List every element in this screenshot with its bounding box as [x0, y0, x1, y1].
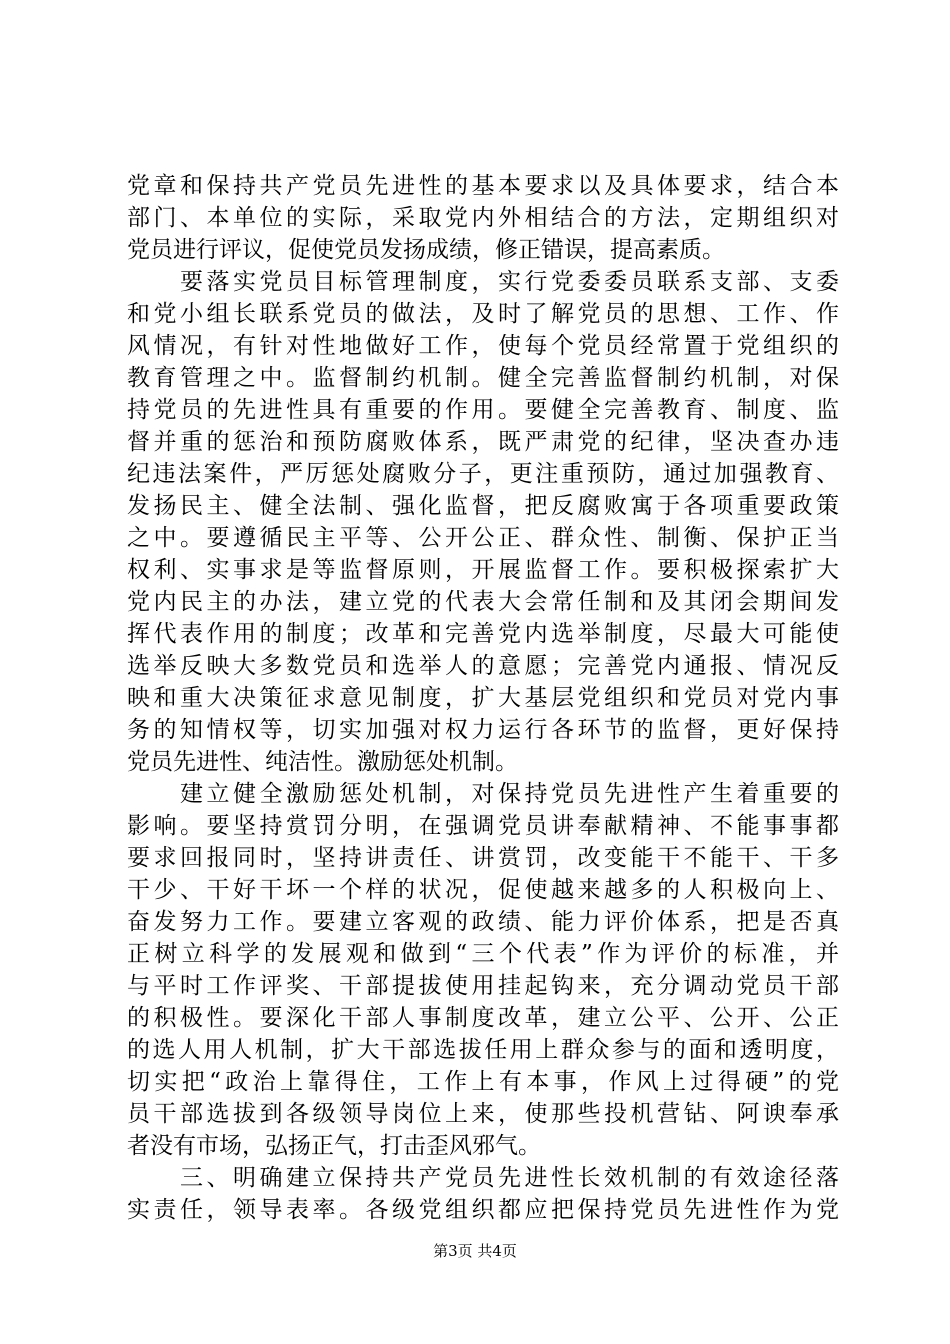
text-line: 风情况，有针对性地做好工作，使每个党员经常置于党组织的	[127, 333, 839, 359]
text-line: 和党小组长联系党员的做法，及时了解党员的思想、工作、作	[127, 301, 839, 327]
text-line: 挥代表作用的制度；改革和完善党内选举制度，尽最大可能使	[127, 621, 839, 647]
text-line: 奋发努力工作。要建立客观的政绩、能力评价体系，把是否真	[127, 909, 839, 935]
text-line: 之中。要遵循民主平等、公开公正、群众性、制衡、保护正当	[127, 525, 839, 551]
text-line: 督并重的惩治和预防腐败体系，既严肃党的纪律，坚决查办违	[127, 429, 839, 455]
text-line: 务的知情权等，切实加强对权力运行各环节的监督，更好保持	[127, 717, 839, 743]
text-line: 切实把“政治上靠得住，工作上有本事，作风上过得硬”的党	[127, 1069, 839, 1095]
document-body	[127, 170, 839, 1226]
text-line: 干少、干好干坏一个样的状况，促使越来越多的人积极向上、	[127, 877, 839, 903]
text-line: 三、明确建立保持共产党员先进性长效机制的有效途径落	[127, 1165, 839, 1191]
text-line: 党内民主的办法，建立党的代表大会常任制和及其闭会期间发	[127, 589, 839, 615]
text-line: 部门、本单位的实际，采取党内外相结合的方法，定期组织对	[127, 205, 839, 231]
text-line: 的选人用人机制，扩大干部选拔任用上群众参与的面和透明度，	[127, 1037, 839, 1063]
text-line: 发扬民主、健全法制、强化监督，把反腐败寓于各项重要政策	[127, 493, 839, 519]
text-line: 建立健全激励惩处机制，对保持党员先进性产生着重要的	[127, 781, 839, 807]
text-line: 纪违法案件，严厉惩处腐败分子，更注重预防，通过加强教育、	[127, 461, 839, 487]
text-line: 党员先进性、纯洁性。激励惩处机制。	[127, 749, 518, 775]
text-line: 正树立科学的发展观和做到“三个代表”作为评价的标准，并	[127, 941, 839, 967]
text-line: 要求回报同时，坚持讲责任、讲赏罚，改变能干不能干、干多	[127, 845, 839, 871]
text-line: 者没有市场，弘扬正气，打击歪风邪气。	[127, 1133, 541, 1159]
page-footer: 第3页 共4页	[433, 1242, 517, 1260]
text-line: 党章和保持共产党员先进性的基本要求以及具体要求，结合本	[127, 173, 839, 199]
text-line: 权利、实事求是等监督原则，开展监督工作。要积极探索扩大	[127, 557, 839, 583]
text-line: 教育管理之中。监督制约机制。健全完善监督制约机制，对保	[127, 365, 839, 391]
text-line: 持党员的先进性具有重要的作用。要健全完善教育、制度、监	[127, 397, 839, 423]
text-line: 员干部选拔到各级领导岗位上来，使那些投机营钻、阿谀奉承	[127, 1101, 839, 1127]
text-line: 的积极性。要深化干部人事制度改革，建立公平、公开、公正	[127, 1005, 839, 1031]
text-line: 与平时工作评奖、干部提拔使用挂起钩来，充分调动党员干部	[127, 973, 839, 999]
text-line: 党员进行评议，促使党员发扬成绩，修正错误，提高素质。	[127, 237, 725, 263]
text-line: 映和重大决策征求意见制度，扩大基层党组织和党员对党内事	[127, 685, 839, 711]
text-line: 选举反映大多数党员和选举人的意愿；完善党内通报、情况反	[127, 653, 839, 679]
text-line: 影响。要坚持赏罚分明，在强调党员讲奉献精神、不能事事都	[127, 813, 839, 839]
text-line: 实责任，领导表率。各级党组织都应把保持党员先进性作为党	[127, 1197, 839, 1223]
text-line: 要落实党员目标管理制度，实行党委委员联系支部、支委	[127, 269, 839, 295]
